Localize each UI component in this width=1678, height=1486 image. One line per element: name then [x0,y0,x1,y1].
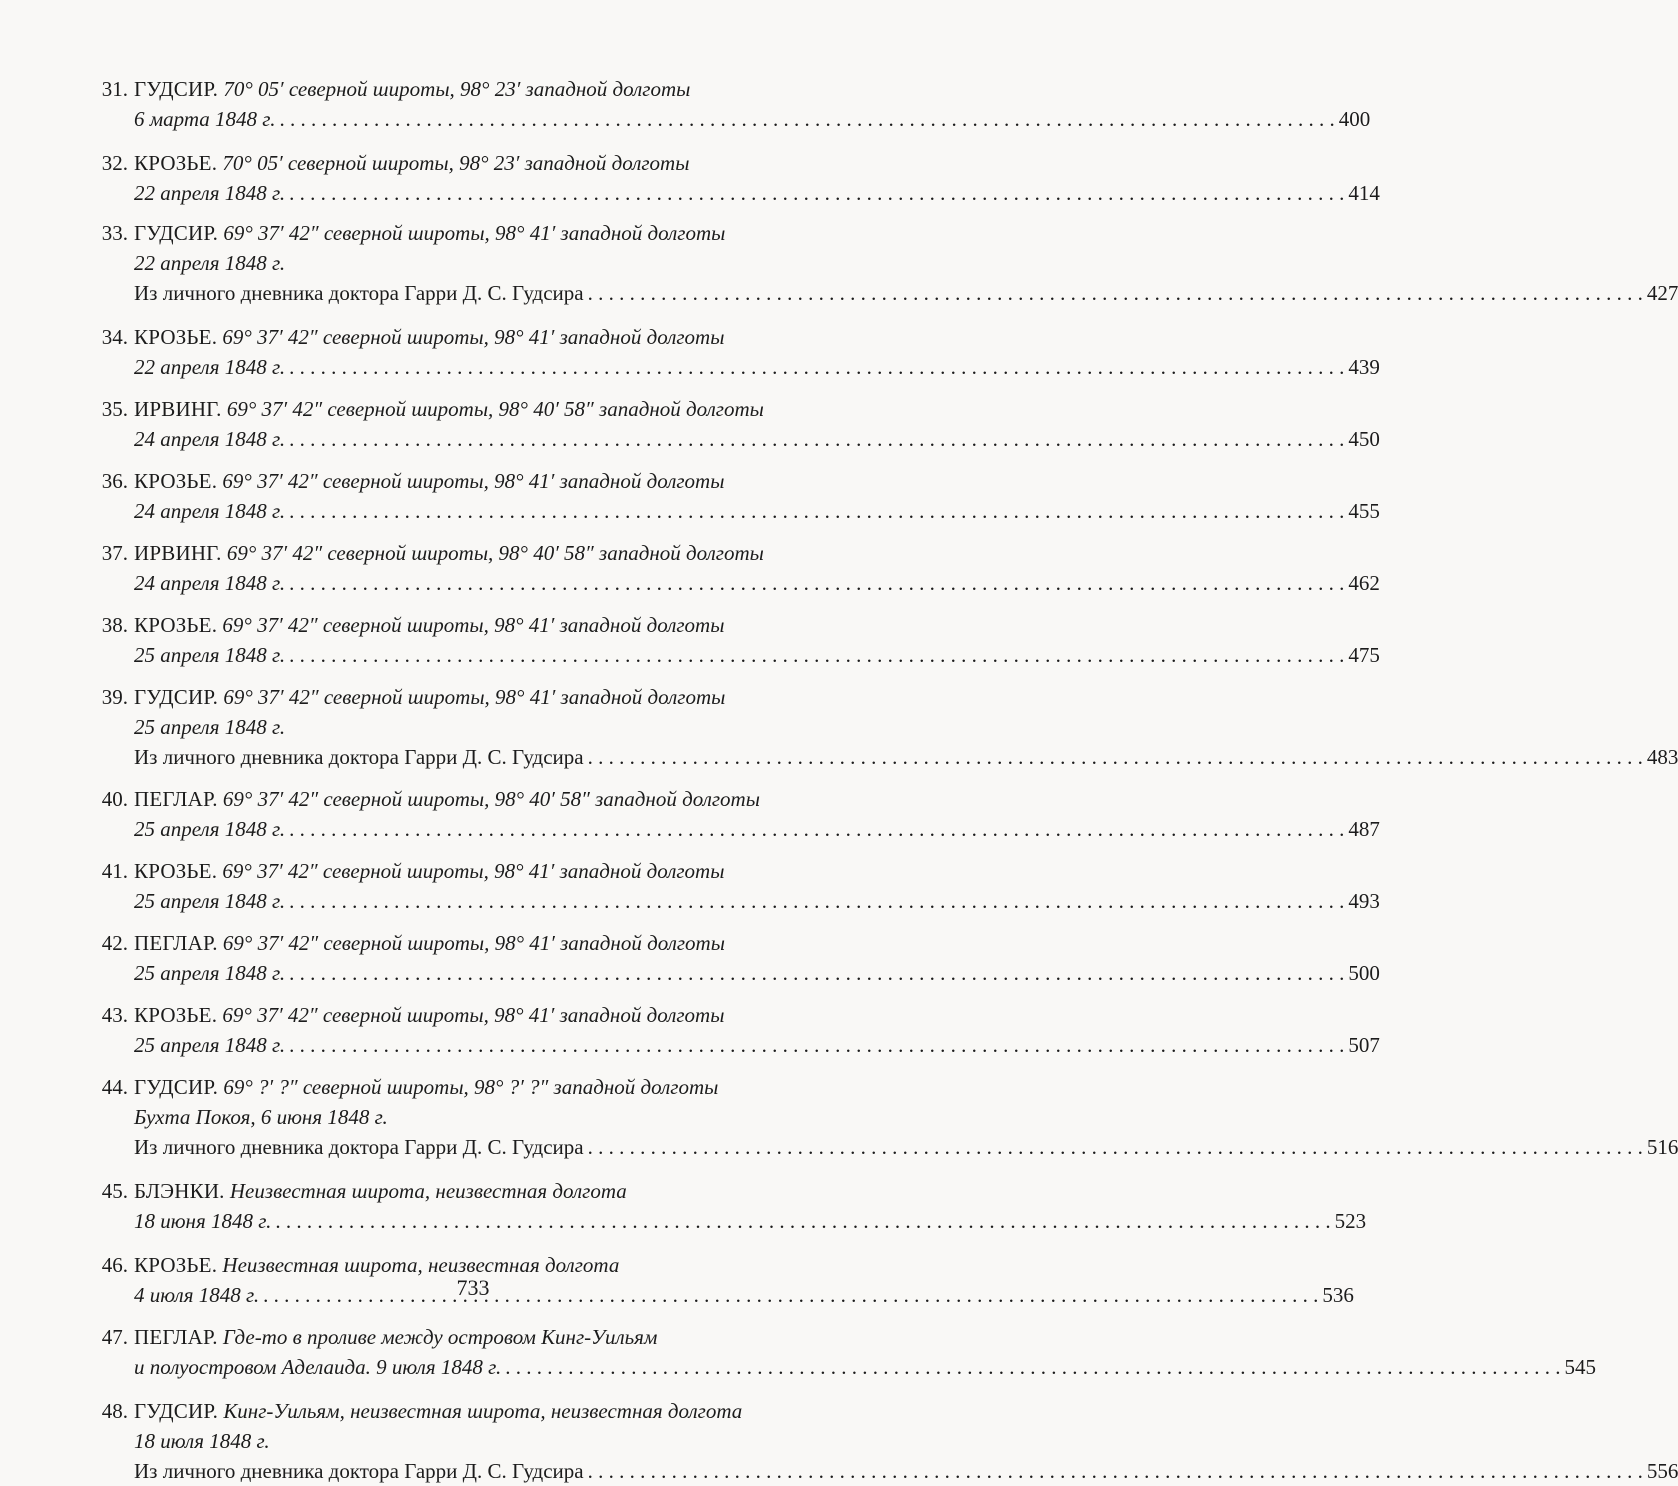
entry-heading-line [134,1322,1596,1352]
entry-number: 48. [101,1399,128,1423]
toc-entry[interactable] [82,394,1380,454]
dot-leader [505,1352,1560,1382]
entry-leader-line [134,1030,1380,1060]
page-ref: 439 [1348,355,1380,379]
entry-leader-line [134,178,1380,208]
entry-number: 41. [101,859,128,883]
toc-entry[interactable] [82,928,1380,988]
entry-location: 69° 37′ 42″ северной широты, 98° 41′ западной долготы [223,685,726,709]
toc-entry[interactable] [82,74,1371,134]
entry-leader-line [134,352,1380,382]
entry-heading-line [134,322,1380,352]
entry-leader-line [134,1132,1678,1162]
narrator-name: ИРВИНГ. [134,541,222,565]
entry-heading-line [134,538,1380,568]
page-ref: 483 [1646,745,1678,769]
entry-location: 69° 37′ 42″ северной широты, 98° 41′ западной долготы [222,931,725,955]
entry-leader-line [134,958,1380,988]
narrator-name: ПЕГЛАР. [134,1325,218,1349]
narrator-name: КРОЗЬЕ. [134,151,218,175]
entry-date: 25 апреля 1848 г. [134,817,286,841]
page-number: 733 [456,1275,490,1300]
entry-body [128,1322,1596,1382]
entry-body [128,682,1678,772]
toc-entry[interactable] [82,1176,1367,1236]
entry-body [128,1176,1366,1236]
page-ref: 450 [1348,427,1380,451]
toc-entry[interactable] [82,682,1678,772]
entry-location: 69° 37′ 42″ северной широты, 98° 41′ западной долготы [222,325,725,349]
toc-entry[interactable] [82,1072,1678,1162]
entry-date: 22 апреля 1848 г. [134,251,286,275]
entry-number: 40. [101,787,128,811]
narrator-name: ГУДСИР. [134,77,219,101]
page-ref: 507 [1348,1033,1380,1057]
entry-body [128,218,1678,308]
narrator-name: КРОЗЬЕ. [134,1003,218,1027]
entry-number: 31. [101,77,128,101]
narrator-name: КРОЗЬЕ. [134,469,218,493]
entry-body [128,1072,1678,1162]
entry-location: 69° 37′ 42″ северной широты, 98° 40′ 58″ западной долготы [226,541,764,565]
entry-location: 70° 05′ северной широты, 98° 23′ западной долготы [222,151,690,175]
entry-number: 46. [101,1253,128,1277]
entry-heading-line [134,784,1380,814]
toc-entry[interactable] [82,466,1380,526]
entry-number: 43. [101,1003,128,1027]
entry-leader-line [134,104,1370,134]
entry-location: Кинг-Уильям, неизвестная широта, неизвестная долгота [223,1399,743,1423]
page-ref: 500 [1348,961,1380,985]
dot-leader [289,640,1344,670]
page-ref: 545 [1564,1355,1597,1379]
narrator-name: ГУДСИР. [134,685,219,709]
entry-body [128,74,1370,134]
entry-body [128,610,1380,670]
entry-number: 34. [101,325,128,349]
dot-leader [289,814,1344,844]
entry-date: 24 апреля 1848 г. [134,571,286,595]
entry-number: 42. [101,931,128,955]
page-ref: 536 [1322,1283,1354,1307]
entry-date: 25 апреля 1848 г. [134,643,286,667]
dot-leader [289,352,1344,382]
narrator-name: ПЕГЛАР. [134,931,218,955]
entry-leader-line [134,1352,1596,1382]
entry-date: 6 марта 1848 г. [134,107,276,131]
dot-leader [289,886,1344,916]
dot-leader [588,1132,1643,1162]
dot-leader [275,1206,1330,1236]
entry-location: Где-то в проливе между островом Кинг-Уильям [222,1325,658,1349]
entry-number: 45. [101,1179,128,1203]
entry-number: 39. [101,685,128,709]
entry-leader-line [134,1206,1366,1236]
toc-entry[interactable] [82,856,1380,916]
narrator-name: КРОЗЬЕ. [134,859,218,883]
entry-location: 69° ?′ ?″ северной широты, 98° ?′ ?″ западной долготы [223,1075,719,1099]
dot-leader [289,568,1344,598]
entry-location: Неизвестная широта, неизвестная долгота [229,1179,627,1203]
page-ref: 400 [1338,107,1371,131]
entry-number: 37. [101,541,128,565]
entry-date: 18 июля 1848 г. [134,1429,270,1453]
page-ref: 493 [1348,889,1380,913]
entry-date: 25 апреля 1848 г. [134,889,286,913]
toc-entry[interactable] [82,148,1380,208]
entry-leader-line [134,568,1380,598]
entry-source: Из личного дневника доктора Гарри Д. С. Гудсира [134,281,584,305]
entry-location: 69° 37′ 42″ северной широты, 98° 40′ 58″ западной долготы [226,397,764,421]
entry-number: 38. [101,613,128,637]
entry-leader-line [134,1456,1678,1486]
entry-number: 36. [101,469,128,493]
entry-date: и полуостровом Аделаида. 9 июля 1848 г. [134,1355,502,1379]
entry-location: 69° 37′ 42″ северной широты, 98° 41′ западной долготы [222,859,725,883]
entry-leader-line [134,886,1380,916]
entry-leader-line [134,424,1380,454]
entry-heading-line [134,466,1380,496]
narrator-name: КРОЗЬЕ. [134,613,218,637]
entry-number: 33. [101,221,128,245]
entry-heading-line [134,610,1380,640]
page-ref: 462 [1348,571,1380,595]
entry-body [128,1000,1380,1060]
dot-leader [289,1030,1344,1060]
narrator-name: КРОЗЬЕ. [134,325,218,349]
toc-entry[interactable] [82,218,1678,308]
entry-body [128,538,1380,598]
entry-heading-line [134,682,1678,712]
entry-location: 69° 37′ 42″ северной широты, 98° 41′ западной долготы [223,221,726,245]
page-ref: 427 [1646,281,1678,305]
entry-source: Из личного дневника доктора Гарри Д. С. Гудсира [134,1459,584,1483]
entry-heading-line [134,218,1678,248]
entry-leader-line [134,814,1380,844]
toc-entry[interactable] [82,322,1380,382]
narrator-name: ИРВИНГ. [134,397,222,421]
page-ref: 516 [1646,1135,1678,1159]
dot-leader [289,424,1344,454]
narrator-name: КРОЗЬЕ. [134,1253,218,1277]
entry-location: 69° 37′ 42″ северной широты, 98° 40′ 58″ западной долготы [222,787,760,811]
entry-heading-line [134,856,1380,886]
narrator-name: ПЕГЛАР. [134,787,218,811]
entry-heading-line [134,1396,1678,1426]
entry-location: 69° 37′ 42″ северной широты, 98° 41′ западной долготы [222,469,725,493]
entry-location: 69° 37′ 42″ северной широты, 98° 41′ западной долготы [222,1003,725,1027]
entry-date: 25 апреля 1848 г. [134,961,286,985]
entry-body [128,466,1380,526]
entry-heading-line [134,928,1380,958]
dot-leader [279,104,1334,134]
entry-location: Неизвестная широта, неизвестная долгота [222,1253,620,1277]
toc-entry[interactable] [82,538,1380,598]
entry-body [128,856,1380,916]
entry-leader-line [134,496,1380,526]
entry-body [128,1396,1678,1486]
page-ref: 414 [1348,181,1380,205]
entry-source: Из личного дневника доктора Гарри Д. С. Гудсира [134,745,584,769]
narrator-name: ГУДСИР. [134,1399,219,1423]
entry-body [128,322,1380,382]
entry-date: 4 июля 1848 г. [134,1283,260,1307]
entry-leader-line [134,742,1678,772]
page-ref: 455 [1348,499,1380,523]
entry-number: 44. [101,1075,128,1099]
narrator-name: БЛЭНКИ. [134,1179,225,1203]
entry-source: Из личного дневника доктора Гарри Д. С. Гудсира [134,1135,584,1159]
page-ref: 556 [1646,1459,1678,1483]
entry-date: Бухта Покоя, 6 июня 1848 г. [134,1105,388,1129]
entry-heading-line [134,148,1380,178]
entry-date: 24 апреля 1848 г. [134,427,286,451]
entry-number: 35. [101,397,128,421]
dot-leader [588,1456,1643,1486]
entry-number: 32. [101,151,128,175]
entry-body [128,394,1380,454]
entry-heading-line [134,74,1370,104]
dot-leader [588,278,1643,308]
toc-entry[interactable] [82,1396,1678,1486]
entry-body [128,928,1380,988]
entry-heading-line [134,1176,1366,1206]
entry-date: 22 апреля 1848 г. [134,181,286,205]
entry-body [128,784,1380,844]
entry-location: 70° 05′ северной широты, 98° 23′ западной долготы [223,77,691,101]
entry-number: 47. [101,1325,128,1349]
entry-body [128,148,1380,208]
dot-leader [588,742,1643,772]
dot-leader [289,958,1344,988]
narrator-name: ГУДСИР. [134,1075,219,1099]
page-ref: 523 [1334,1209,1367,1233]
toc-entry[interactable] [82,1000,1380,1060]
entry-leader-line [134,640,1380,670]
entry-heading-line [134,394,1380,424]
narrator-name: ГУДСИР. [134,221,219,245]
page-ref: 487 [1348,817,1380,841]
toc-entry[interactable] [82,784,1380,844]
entry-heading-line [134,1072,1678,1102]
dot-leader [289,496,1344,526]
entry-date: 25 апреля 1848 г. [134,715,286,739]
entry-date: 24 апреля 1848 г. [134,499,286,523]
toc-entry[interactable] [82,1322,1597,1382]
entry-date: 22 апреля 1848 г. [134,355,286,379]
entry-heading-line [134,1000,1380,1030]
entry-location: 69° 37′ 42″ северной широты, 98° 41′ западной долготы [222,613,725,637]
entry-date: 18 июня 1848 г. [134,1209,272,1233]
entry-date: 25 апреля 1848 г. [134,1033,286,1057]
page-ref: 475 [1348,643,1380,667]
entry-leader-line [134,278,1678,308]
dot-leader [289,178,1344,208]
toc-entry[interactable] [82,610,1380,670]
